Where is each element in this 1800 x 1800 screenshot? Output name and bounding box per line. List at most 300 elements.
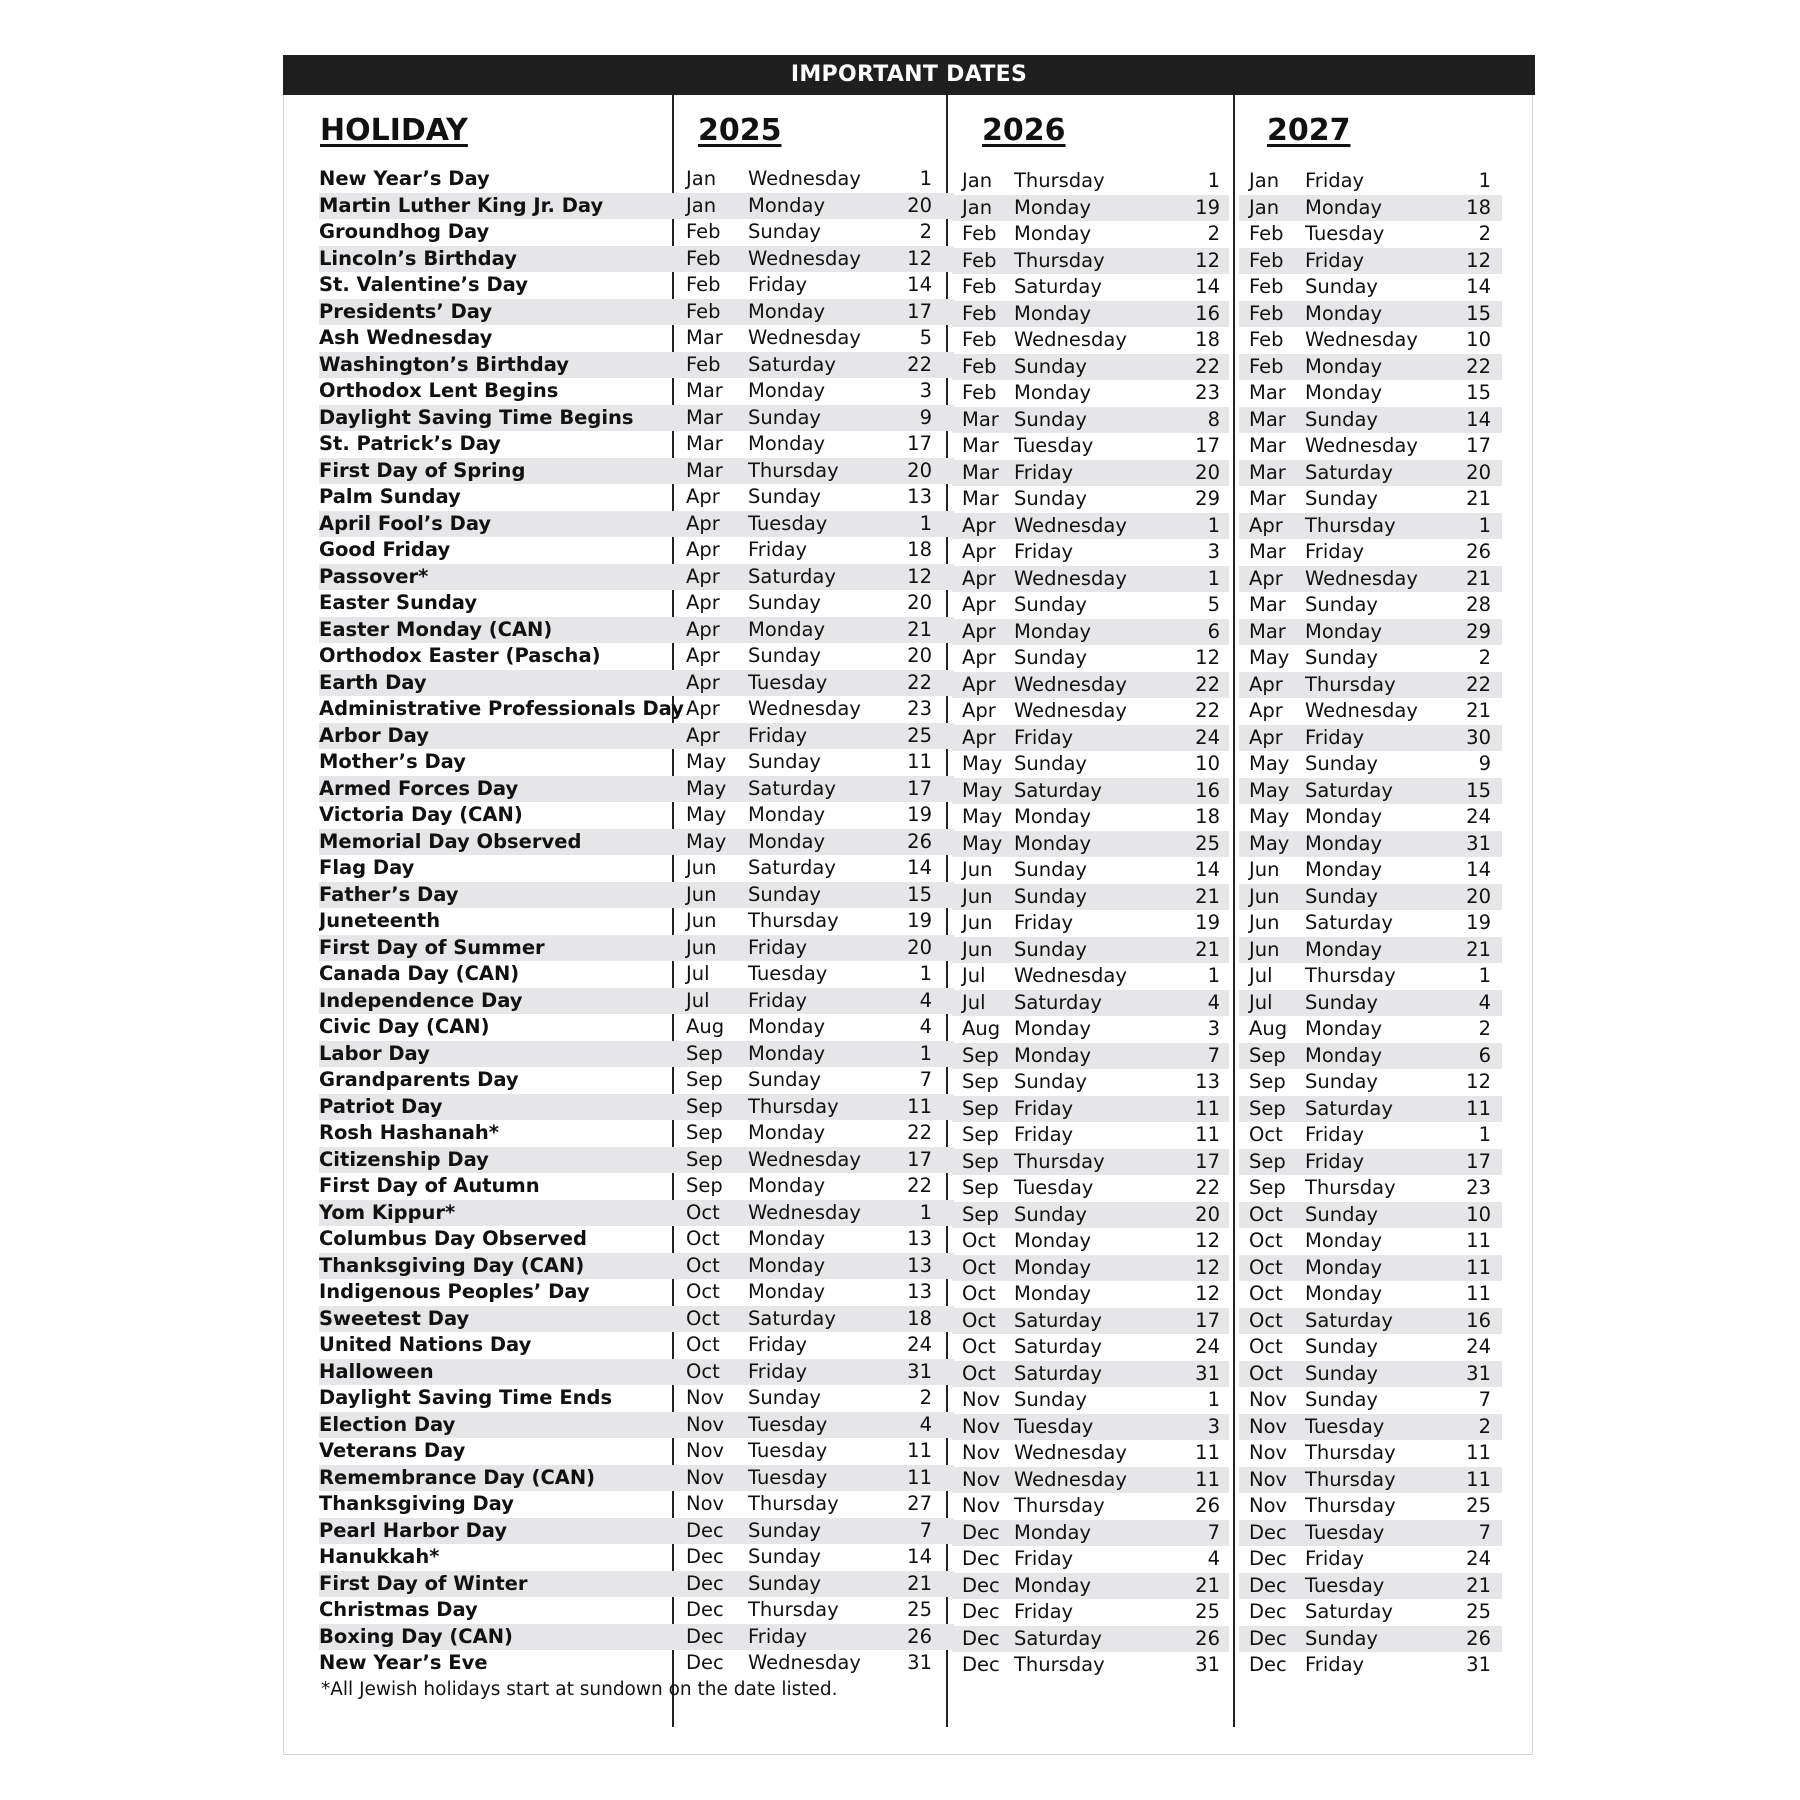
day-number: 20 bbox=[1195, 1202, 1220, 1226]
date-row-2025 bbox=[678, 352, 942, 379]
month: Dec bbox=[1249, 1547, 1287, 1570]
month: Feb bbox=[962, 301, 997, 325]
weekday: Wednesday bbox=[1014, 566, 1127, 590]
date-row-2026 bbox=[952, 1255, 1229, 1282]
day-number: 28 bbox=[1466, 593, 1491, 616]
date-row-2026 bbox=[952, 1016, 1229, 1043]
weekday: Monday bbox=[1305, 831, 1382, 855]
month: Jan bbox=[686, 193, 717, 217]
weekday: Tuesday bbox=[748, 1412, 828, 1436]
day-number: 14 bbox=[1466, 275, 1491, 298]
date-row-2027 bbox=[1239, 1652, 1502, 1679]
date-row-2025 bbox=[678, 1624, 942, 1651]
month: Apr bbox=[962, 540, 996, 563]
holiday-name: Veterans Day bbox=[319, 1439, 466, 1462]
date-row-2027 bbox=[1239, 486, 1502, 513]
date-row-2027 bbox=[1239, 910, 1502, 937]
weekday: Sunday bbox=[1305, 275, 1378, 298]
month: Mar bbox=[686, 379, 723, 402]
date-row-2026 bbox=[952, 592, 1229, 619]
month: Apr bbox=[1249, 699, 1283, 722]
day-number: 1 bbox=[1207, 513, 1220, 537]
date-row-2026 bbox=[952, 804, 1229, 831]
weekday: Tuesday bbox=[1014, 1176, 1094, 1199]
month: Oct bbox=[1249, 1202, 1283, 1226]
month: Dec bbox=[686, 1571, 724, 1595]
weekday: Sunday bbox=[1014, 937, 1087, 961]
weekday: Saturday bbox=[748, 1306, 836, 1330]
month: Sep bbox=[1249, 1043, 1286, 1067]
day-number: 3 bbox=[1207, 1414, 1220, 1438]
weekday: Thursday bbox=[1305, 1441, 1396, 1464]
weekday: Sunday bbox=[748, 1068, 821, 1091]
day-number: 7 bbox=[1478, 1388, 1491, 1411]
date-row-2026 bbox=[952, 1228, 1229, 1255]
date-row-2027 bbox=[1239, 407, 1502, 434]
month: Feb bbox=[962, 381, 997, 404]
day-number: 14 bbox=[1466, 407, 1491, 431]
date-row-2025 bbox=[678, 590, 942, 617]
date-row-2026 bbox=[952, 937, 1229, 964]
day-number: 31 bbox=[907, 1651, 932, 1674]
weekday: Saturday bbox=[1014, 990, 1102, 1014]
weekday: Sunday bbox=[1014, 407, 1087, 431]
month: Feb bbox=[962, 248, 997, 272]
date-row-2026 bbox=[952, 195, 1229, 222]
day-number: 21 bbox=[1466, 937, 1491, 961]
month: Apr bbox=[1249, 672, 1283, 696]
month: Nov bbox=[962, 1494, 1001, 1517]
month: Oct bbox=[686, 1280, 720, 1303]
holiday-name: Pearl Harbor Day bbox=[319, 1518, 954, 1545]
holiday-name: Daylight Saving Time Ends bbox=[319, 1386, 613, 1409]
month: Jun bbox=[686, 909, 717, 932]
weekday: Friday bbox=[748, 1359, 808, 1383]
day-number: 11 bbox=[1466, 1229, 1491, 1252]
date-row-2025 bbox=[678, 325, 942, 352]
date-row-2026 bbox=[952, 1175, 1229, 1202]
date-row-2027 bbox=[1239, 857, 1502, 884]
date-row-2026 bbox=[952, 1069, 1229, 1096]
month: Jun bbox=[962, 884, 993, 908]
weekday: Saturday bbox=[1014, 275, 1102, 298]
weekday: Saturday bbox=[1305, 778, 1393, 802]
month: Sep bbox=[686, 1041, 723, 1065]
month: Oct bbox=[1249, 1335, 1283, 1358]
month: Dec bbox=[962, 1547, 1000, 1570]
date-row-2025 bbox=[678, 829, 942, 856]
date-row-2025 bbox=[678, 1226, 942, 1253]
date-row-2027 bbox=[1239, 1573, 1502, 1600]
weekday: Monday bbox=[1014, 1017, 1091, 1040]
holiday-header: HOLIDAY bbox=[320, 113, 468, 148]
weekday: Monday bbox=[1305, 937, 1382, 961]
date-row-2026 bbox=[952, 1414, 1229, 1441]
day-number: 26 bbox=[907, 829, 932, 853]
month: Nov bbox=[1249, 1441, 1288, 1464]
weekday: Sunday bbox=[1305, 1070, 1378, 1093]
day-number: 24 bbox=[907, 1333, 932, 1356]
month: Sep bbox=[686, 1147, 723, 1171]
date-row-2027 bbox=[1239, 460, 1502, 487]
weekday: Wednesday bbox=[1014, 1441, 1127, 1464]
day-number: 25 bbox=[1466, 1600, 1491, 1623]
date-row-2027 bbox=[1239, 301, 1502, 328]
date-row-2027 bbox=[1239, 1175, 1502, 1202]
date-row-2025 bbox=[678, 458, 942, 485]
day-number: 20 bbox=[907, 935, 932, 959]
date-row-2026 bbox=[952, 274, 1229, 301]
day-number: 17 bbox=[907, 776, 932, 800]
day-number: 22 bbox=[1195, 1176, 1220, 1199]
month: Feb bbox=[962, 354, 997, 378]
month: Sep bbox=[1249, 1070, 1286, 1093]
date-row-2025 bbox=[678, 961, 942, 988]
day-number: 24 bbox=[1195, 1335, 1220, 1358]
day-number: 12 bbox=[1195, 248, 1220, 272]
day-number: 18 bbox=[1195, 328, 1220, 351]
day-number: 1 bbox=[919, 511, 932, 535]
month: Mar bbox=[962, 407, 999, 431]
date-row-2025 bbox=[678, 1571, 942, 1598]
date-row-2027 bbox=[1239, 937, 1502, 964]
weekday: Friday bbox=[748, 1624, 808, 1648]
weekday: Monday bbox=[748, 432, 825, 455]
day-number: 19 bbox=[1195, 195, 1220, 219]
weekday: Sunday bbox=[1014, 1070, 1087, 1093]
date-row-2027 bbox=[1239, 433, 1502, 460]
weekday: Monday bbox=[1305, 354, 1382, 378]
day-number: 7 bbox=[919, 1518, 932, 1542]
weekday: Sunday bbox=[1014, 593, 1087, 616]
month: Nov bbox=[962, 1388, 1001, 1411]
day-number: 20 bbox=[907, 591, 932, 614]
date-row-2026 bbox=[952, 1096, 1229, 1123]
month: Dec bbox=[686, 1598, 724, 1621]
date-row-2026 bbox=[952, 1573, 1229, 1600]
weekday: Monday bbox=[1014, 619, 1091, 643]
holiday-name: Columbus Day Observed bbox=[319, 1227, 587, 1250]
month: Nov bbox=[962, 1414, 1001, 1438]
day-number: 1 bbox=[919, 167, 932, 190]
date-row-2025 bbox=[678, 855, 942, 882]
date-row-2025 bbox=[678, 776, 942, 803]
month: Sep bbox=[962, 1043, 999, 1067]
holiday-name: Sweetest Day bbox=[319, 1306, 954, 1333]
day-number: 31 bbox=[1466, 1653, 1491, 1676]
weekday: Monday bbox=[1014, 381, 1091, 404]
date-row-2026 bbox=[952, 1308, 1229, 1335]
day-number: 12 bbox=[1195, 1255, 1220, 1279]
weekday: Wednesday bbox=[748, 1147, 861, 1171]
weekday: Monday bbox=[1305, 195, 1382, 219]
date-row-2027 bbox=[1239, 1414, 1502, 1441]
month: Jul bbox=[686, 962, 710, 985]
day-number: 25 bbox=[1195, 1600, 1220, 1623]
month: Mar bbox=[1249, 381, 1286, 404]
weekday: Saturday bbox=[1305, 1096, 1393, 1120]
day-number: 18 bbox=[907, 1306, 932, 1330]
date-row-2027 bbox=[1239, 1493, 1502, 1520]
day-number: 13 bbox=[907, 485, 932, 508]
weekday: Saturday bbox=[1014, 1308, 1102, 1332]
holiday-name: Easter Sunday bbox=[319, 591, 478, 614]
weekday: Sunday bbox=[748, 1518, 821, 1542]
day-number: 23 bbox=[907, 697, 932, 720]
holiday-name: Labor Day bbox=[319, 1041, 954, 1068]
weekday: Monday bbox=[748, 803, 825, 826]
date-row-2027 bbox=[1239, 751, 1502, 778]
day-number: 31 bbox=[1195, 1653, 1220, 1676]
day-number: 4 bbox=[1207, 990, 1220, 1014]
weekday: Friday bbox=[748, 988, 808, 1012]
holiday-name: United Nations Day bbox=[319, 1333, 532, 1356]
weekday: Saturday bbox=[748, 856, 836, 879]
month: Mar bbox=[686, 432, 723, 455]
date-row-2025 bbox=[678, 749, 942, 776]
month: May bbox=[962, 752, 1003, 775]
month: Aug bbox=[962, 1017, 1001, 1040]
weekday: Friday bbox=[1014, 1096, 1074, 1120]
weekday: Wednesday bbox=[748, 167, 861, 190]
weekday: Sunday bbox=[748, 644, 821, 667]
weekday: Thursday bbox=[748, 1492, 839, 1515]
date-row-2025 bbox=[678, 882, 942, 909]
holiday-name: First Day of Winter bbox=[319, 1571, 954, 1598]
month: Sep bbox=[962, 1096, 999, 1120]
day-number: 12 bbox=[907, 246, 932, 270]
weekday: Wednesday bbox=[748, 697, 861, 720]
holiday-name: Citizenship Day bbox=[319, 1147, 954, 1174]
day-number: 14 bbox=[1195, 858, 1220, 881]
month: Oct bbox=[962, 1335, 996, 1358]
day-number: 11 bbox=[907, 1465, 932, 1489]
weekday: Tuesday bbox=[748, 1439, 828, 1462]
month: Sep bbox=[962, 1070, 999, 1093]
date-row-2027 bbox=[1239, 1202, 1502, 1229]
day-number: 11 bbox=[907, 1094, 932, 1118]
day-number: 11 bbox=[907, 1439, 932, 1462]
holiday-name: First Day of Autumn bbox=[319, 1174, 540, 1197]
month: Apr bbox=[962, 725, 996, 749]
date-row-2026 bbox=[952, 1387, 1229, 1414]
date-row-2025 bbox=[678, 696, 942, 723]
month: Dec bbox=[962, 1653, 1000, 1676]
day-number: 12 bbox=[907, 564, 932, 588]
month: May bbox=[686, 803, 727, 826]
year-header-2027: 2027 bbox=[1267, 113, 1351, 148]
day-number: 15 bbox=[1466, 381, 1491, 404]
month: Sep bbox=[962, 1176, 999, 1199]
month: Dec bbox=[1249, 1626, 1287, 1650]
weekday: Wednesday bbox=[1014, 1467, 1127, 1491]
weekday: Friday bbox=[1014, 1547, 1074, 1570]
month: Feb bbox=[1249, 275, 1284, 298]
date-row-2026 bbox=[952, 1599, 1229, 1626]
day-number: 20 bbox=[1466, 884, 1491, 908]
month: May bbox=[1249, 752, 1290, 775]
weekday: Sunday bbox=[1014, 884, 1087, 908]
day-number: 15 bbox=[1466, 301, 1491, 325]
date-row-2025 bbox=[678, 908, 942, 935]
date-row-2025 bbox=[678, 246, 942, 273]
weekday: Monday bbox=[1305, 1255, 1382, 1279]
month: Jan bbox=[1249, 195, 1280, 219]
date-row-2025 bbox=[678, 935, 942, 962]
date-row-2027 bbox=[1239, 1096, 1502, 1123]
day-number: 14 bbox=[907, 273, 932, 296]
date-row-2027 bbox=[1239, 1467, 1502, 1494]
month: Jun bbox=[686, 856, 717, 879]
weekday: Thursday bbox=[1014, 1653, 1105, 1676]
date-row-2026 bbox=[952, 1202, 1229, 1229]
month: Dec bbox=[962, 1600, 1000, 1623]
month: Nov bbox=[1249, 1414, 1288, 1438]
day-number: 2 bbox=[919, 1386, 932, 1409]
day-number: 4 bbox=[919, 988, 932, 1012]
day-number: 9 bbox=[919, 405, 932, 429]
weekday: Monday bbox=[1305, 381, 1382, 404]
weekday: Saturday bbox=[748, 564, 836, 588]
month: Dec bbox=[1249, 1600, 1287, 1623]
month: Apr bbox=[686, 538, 720, 561]
day-number: 31 bbox=[1195, 1361, 1220, 1385]
date-row-2026 bbox=[952, 1626, 1229, 1653]
day-number: 17 bbox=[1466, 1149, 1491, 1173]
date-row-2027 bbox=[1239, 1308, 1502, 1335]
important-dates-page bbox=[283, 55, 1533, 1755]
day-number: 12 bbox=[1466, 1070, 1491, 1093]
month: Mar bbox=[686, 458, 723, 482]
month: Nov bbox=[686, 1465, 725, 1489]
weekday: Monday bbox=[1305, 1229, 1382, 1252]
day-number: 13 bbox=[907, 1280, 932, 1303]
date-row-2026 bbox=[952, 460, 1229, 487]
date-row-2026 bbox=[952, 354, 1229, 381]
weekday: Wednesday bbox=[1014, 699, 1127, 722]
day-number: 22 bbox=[1195, 354, 1220, 378]
date-row-2026 bbox=[952, 672, 1229, 699]
day-number: 21 bbox=[907, 617, 932, 641]
day-number: 16 bbox=[1195, 778, 1220, 802]
date-row-2025 bbox=[678, 617, 942, 644]
date-row-2026 bbox=[952, 327, 1229, 354]
holiday-name: Election Day bbox=[319, 1412, 954, 1439]
weekday: Monday bbox=[748, 1121, 825, 1144]
date-row-2026 bbox=[952, 884, 1229, 911]
date-row-2026 bbox=[952, 751, 1229, 778]
date-row-2026 bbox=[952, 910, 1229, 937]
holiday-name: Thanksgiving Day bbox=[319, 1492, 514, 1515]
weekday: Monday bbox=[1305, 1017, 1382, 1040]
date-row-2025 bbox=[678, 1544, 942, 1571]
date-row-2026 bbox=[952, 725, 1229, 752]
date-row-2027 bbox=[1239, 380, 1502, 407]
weekday: Friday bbox=[748, 935, 808, 959]
date-row-2027 bbox=[1239, 274, 1502, 301]
date-row-2025 bbox=[678, 431, 942, 458]
weekday: Wednesday bbox=[1014, 964, 1127, 987]
month: Sep bbox=[962, 1149, 999, 1173]
weekday: Tuesday bbox=[1014, 434, 1094, 457]
holiday-name: Juneteenth bbox=[319, 909, 441, 932]
date-row-2027 bbox=[1239, 1387, 1502, 1414]
date-row-2027 bbox=[1239, 990, 1502, 1017]
weekday: Wednesday bbox=[1305, 328, 1418, 351]
day-number: 11 bbox=[1466, 1467, 1491, 1491]
weekday: Thursday bbox=[1305, 1467, 1396, 1491]
weekday: Tuesday bbox=[748, 962, 828, 985]
month: Jun bbox=[686, 935, 717, 959]
weekday: Saturday bbox=[1305, 1308, 1393, 1332]
month: Oct bbox=[1249, 1229, 1283, 1252]
month: Mar bbox=[686, 326, 723, 349]
weekday: Monday bbox=[748, 1041, 825, 1065]
holiday-name: April Fool’s Day bbox=[319, 511, 954, 538]
weekday: Friday bbox=[748, 273, 808, 296]
weekday: Tuesday bbox=[748, 511, 828, 535]
holiday-name: Martin Luther King Jr. Day bbox=[319, 193, 954, 220]
date-row-2025 bbox=[678, 670, 942, 697]
month: Dec bbox=[686, 1518, 724, 1542]
day-number: 14 bbox=[907, 1545, 932, 1568]
date-row-2025 bbox=[678, 1200, 942, 1227]
weekday: Saturday bbox=[748, 352, 836, 376]
weekday: Saturday bbox=[1305, 460, 1393, 484]
day-number: 1 bbox=[1207, 566, 1220, 590]
date-row-2026 bbox=[952, 990, 1229, 1017]
day-number: 1 bbox=[1207, 1388, 1220, 1411]
date-row-2025 bbox=[678, 988, 942, 1015]
date-row-2026 bbox=[952, 963, 1229, 990]
weekday: Thursday bbox=[1014, 1149, 1105, 1173]
day-number: 4 bbox=[1478, 990, 1491, 1014]
weekday: Sunday bbox=[1014, 646, 1087, 669]
month: Sep bbox=[686, 1121, 723, 1144]
month: Sep bbox=[1249, 1149, 1286, 1173]
weekday: Sunday bbox=[1014, 858, 1087, 881]
day-number: 24 bbox=[1195, 725, 1220, 749]
date-row-2027 bbox=[1239, 725, 1502, 752]
weekday: Monday bbox=[1014, 1229, 1091, 1252]
day-number: 11 bbox=[907, 750, 932, 773]
month: May bbox=[1249, 778, 1290, 802]
day-number: 22 bbox=[907, 1121, 932, 1144]
weekday: Monday bbox=[1305, 1282, 1382, 1305]
day-number: 21 bbox=[907, 1571, 932, 1595]
weekday: Monday bbox=[1014, 831, 1091, 855]
weekday: Monday bbox=[748, 193, 825, 217]
month: Nov bbox=[1249, 1388, 1288, 1411]
date-row-2026 bbox=[952, 1493, 1229, 1520]
month: Jun bbox=[1249, 858, 1280, 881]
date-row-2025 bbox=[678, 1147, 942, 1174]
weekday: Monday bbox=[1014, 1520, 1091, 1544]
day-number: 20 bbox=[907, 193, 932, 217]
month: Apr bbox=[962, 513, 996, 537]
month: Mar bbox=[1249, 593, 1286, 616]
day-number: 21 bbox=[1195, 937, 1220, 961]
date-row-2027 bbox=[1239, 1361, 1502, 1388]
weekday: Sunday bbox=[748, 220, 821, 243]
month: Feb bbox=[962, 328, 997, 351]
weekday: Friday bbox=[1305, 1653, 1365, 1676]
weekday: Thursday bbox=[1014, 248, 1105, 272]
month: Feb bbox=[1249, 354, 1284, 378]
day-number: 18 bbox=[1195, 805, 1220, 828]
month: Apr bbox=[962, 672, 996, 696]
date-row-2027 bbox=[1239, 248, 1502, 275]
